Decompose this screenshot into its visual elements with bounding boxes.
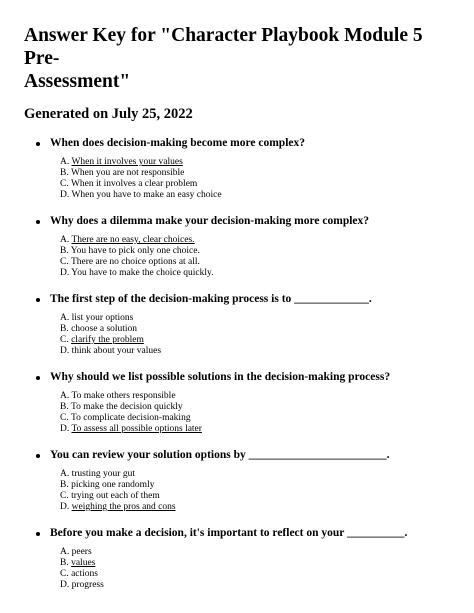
answer-option bbox=[60, 580, 454, 591]
option-text: You have to pick only one choice. bbox=[70, 246, 200, 256]
option-letter: A. bbox=[60, 157, 70, 167]
answer-option bbox=[60, 424, 454, 435]
answer-option bbox=[60, 547, 454, 558]
bullet-icon bbox=[36, 376, 40, 380]
answer-option bbox=[60, 235, 454, 246]
option-letter: A. bbox=[60, 235, 70, 245]
answer-option bbox=[60, 190, 454, 201]
answer-option bbox=[60, 257, 454, 268]
option-text: trying out each of them bbox=[71, 491, 160, 501]
question-text: Before you make a decision, it's important to reflect on your __________. bbox=[50, 527, 408, 539]
option-letter: C. bbox=[60, 413, 69, 423]
bullet-icon bbox=[36, 220, 40, 224]
answer-option bbox=[60, 324, 454, 335]
answer-options bbox=[60, 235, 454, 279]
option-letter: C. bbox=[60, 335, 69, 345]
option-text: choose a solution bbox=[71, 324, 138, 334]
answer-options bbox=[60, 157, 454, 201]
correct-option-text: To assess all possible options later bbox=[71, 424, 202, 434]
answer-options bbox=[60, 547, 454, 591]
option-letter: D. bbox=[60, 346, 70, 356]
option-letter: B. bbox=[60, 324, 69, 334]
option-letter: C. bbox=[60, 491, 69, 501]
correct-option-text: When it involves your values bbox=[71, 157, 183, 167]
answer-option bbox=[60, 391, 454, 402]
option-text: think about your values bbox=[71, 346, 162, 356]
answer-option bbox=[60, 491, 454, 502]
question-text: Why should we list possible solutions in the decision-making process? bbox=[50, 371, 391, 383]
answer-option bbox=[60, 268, 454, 279]
answer-option bbox=[60, 335, 454, 346]
option-letter: B. bbox=[60, 246, 69, 256]
option-letter: B. bbox=[60, 168, 69, 178]
bullet-icon bbox=[36, 142, 40, 146]
answer-option bbox=[60, 569, 454, 580]
bullet-icon bbox=[36, 454, 40, 458]
answer-option bbox=[60, 157, 454, 168]
correct-option-text: clarify the problem bbox=[71, 335, 144, 345]
option-letter: B. bbox=[60, 558, 69, 568]
option-text: peers bbox=[71, 547, 92, 557]
option-letter: C. bbox=[60, 257, 69, 267]
question-item bbox=[24, 447, 454, 513]
option-text: actions bbox=[71, 569, 99, 579]
option-text: To make others responsible bbox=[71, 391, 176, 401]
question-list bbox=[24, 135, 454, 591]
option-text: list your options bbox=[71, 313, 134, 323]
document-page bbox=[24, 24, 454, 591]
answer-option bbox=[60, 313, 454, 324]
option-text: picking one randomly bbox=[71, 480, 155, 490]
bullet-icon bbox=[36, 532, 40, 536]
question-text: When does decision-making become more complex? bbox=[50, 137, 306, 149]
question-item bbox=[24, 525, 454, 591]
correct-option-text: weighing the pros and cons bbox=[71, 502, 176, 512]
answer-option bbox=[60, 346, 454, 357]
question-item bbox=[24, 369, 454, 435]
option-letter: D. bbox=[60, 190, 70, 200]
answer-option bbox=[60, 502, 454, 513]
document-title-line-2: Assessment" bbox=[24, 71, 131, 92]
question-text: Why does a dilemma make your decision-making more complex? bbox=[50, 215, 370, 227]
option-letter: C. bbox=[60, 569, 69, 579]
bullet-icon bbox=[36, 298, 40, 302]
question-item bbox=[24, 135, 454, 201]
option-letter: D. bbox=[60, 424, 70, 434]
question-text: You can review your solution options by ________________________. bbox=[50, 449, 390, 461]
option-letter: A. bbox=[60, 313, 70, 323]
answer-option bbox=[60, 469, 454, 480]
option-letter: D. bbox=[60, 580, 70, 590]
answer-options bbox=[60, 313, 454, 357]
option-text: To make the decision quickly bbox=[70, 402, 183, 412]
option-letter: B. bbox=[60, 402, 69, 412]
option-letter: D. bbox=[60, 268, 70, 278]
question-text: The first step of the decision-making process is to _____________. bbox=[50, 293, 372, 305]
option-text: progress bbox=[71, 580, 104, 590]
option-text: When you have to make an easy choice bbox=[71, 190, 222, 200]
option-text: trusting your gut bbox=[71, 469, 135, 479]
option-text: When you are not responsible bbox=[70, 168, 185, 178]
answer-option bbox=[60, 168, 454, 179]
correct-option-text: values bbox=[71, 558, 96, 568]
option-letter: D. bbox=[60, 502, 70, 512]
option-text: To complicate decision-making bbox=[70, 413, 191, 423]
option-text: You have to make the choice quickly. bbox=[71, 268, 214, 278]
answer-option bbox=[60, 413, 454, 424]
question-item bbox=[24, 213, 454, 279]
answer-option bbox=[60, 558, 454, 569]
question-item bbox=[24, 291, 454, 357]
answer-option bbox=[60, 402, 454, 413]
option-letter: B. bbox=[60, 480, 69, 490]
answer-option bbox=[60, 480, 454, 491]
document-title-line-1: Answer Key for "Character Playbook Module 5 Pre- bbox=[24, 25, 423, 69]
option-letter: A. bbox=[60, 469, 70, 479]
answer-options bbox=[60, 391, 454, 435]
answer-option bbox=[60, 179, 454, 190]
option-text: When it involves a clear problem bbox=[70, 179, 198, 189]
answer-options bbox=[60, 469, 454, 513]
option-text: There are no choice options at all. bbox=[70, 257, 200, 267]
generated-date: Generated on July 25, 2022 bbox=[24, 106, 193, 122]
answer-option bbox=[60, 246, 454, 257]
correct-option-text: There are no easy, clear choices. bbox=[71, 235, 195, 245]
option-letter: A. bbox=[60, 391, 70, 401]
option-letter: A. bbox=[60, 547, 70, 557]
document-title bbox=[24, 24, 454, 93]
option-letter: C. bbox=[60, 179, 69, 189]
